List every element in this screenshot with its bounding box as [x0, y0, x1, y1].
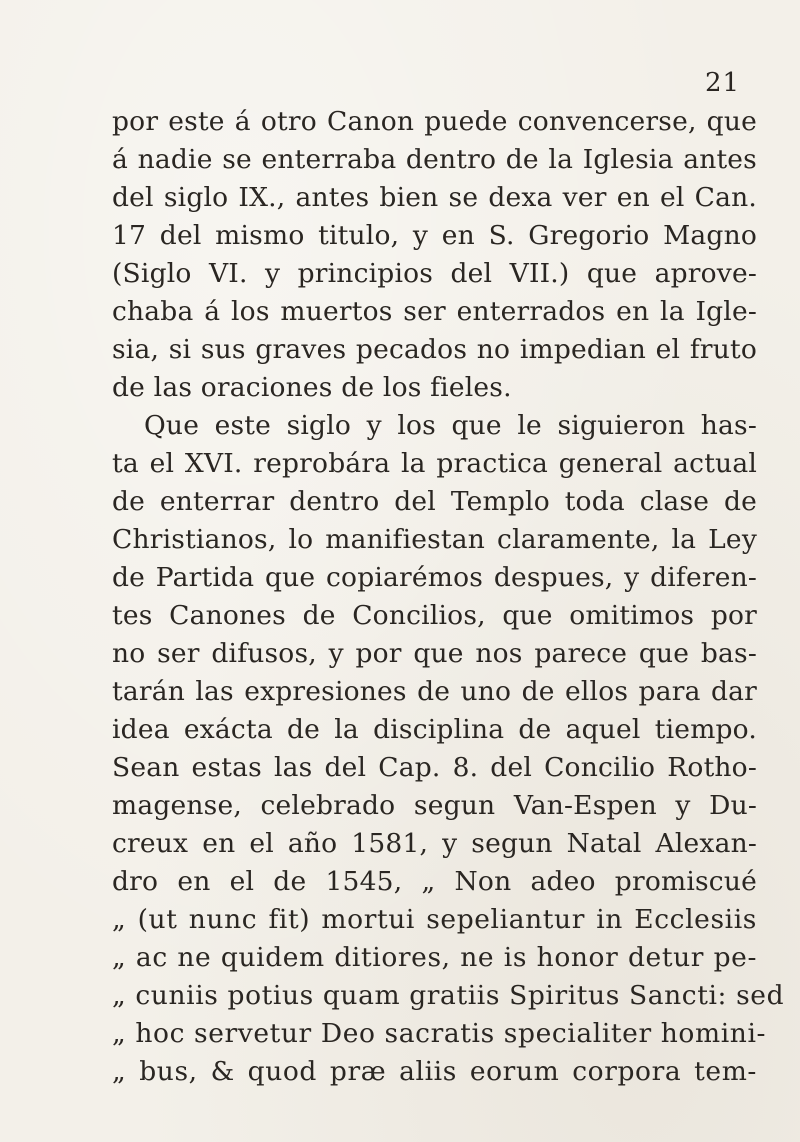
text-line: de enterrar dentro del Templo toda clase de	[112, 486, 757, 517]
text-line: idea exácta de la disciplina de aquel tiempo.	[112, 714, 757, 745]
text-line: ta el XVI. reprobára la practica general actual	[112, 448, 757, 479]
latin-quote-line: „ bus, & quod præ aliis eorum corpora tem-	[112, 1056, 757, 1087]
text-line: (Siglo VI. y principios del VII.) que aprove-	[112, 258, 757, 289]
text-line: Christianos, lo manifiestan claramente, la Ley	[112, 524, 757, 555]
paragraph-start-line: Que este siglo y los que le siguieron has-	[144, 410, 757, 441]
text-line: del siglo IX., antes bien se dexa ver en el Can.	[112, 182, 757, 213]
text-line: tes Canones de Concilios, que omitimos por	[112, 600, 757, 631]
text-line: Sean estas las del Cap. 8. del Concilio Rotho-	[112, 752, 757, 783]
text-line: por este á otro Canon puede convencerse, que	[112, 106, 757, 137]
latin-quote-line: „ ac ne quidem ditiores, ne is honor detur pe-	[112, 942, 757, 973]
text-line: sia, si sus graves pecados no impedian el fruto	[112, 334, 757, 365]
page-number: 21	[705, 68, 741, 98]
text-line: dro en el de 1545, „ Non adeo promiscué	[112, 866, 757, 897]
text-line: tarán las expresiones de uno de ellos para dar	[112, 676, 757, 707]
text-line: de Partida que copiarémos despues, y diferen-	[112, 562, 757, 593]
latin-quote-line: „ (ut nunc fit) mortui sepeliantur in Ecclesiis	[112, 904, 757, 935]
text-line: á nadie se enterraba dentro de la Iglesia antes	[112, 144, 757, 175]
text-line: 17 del mismo titulo, y en S. Gregorio Magno	[112, 220, 757, 251]
text-line: magense, celebrado segun Van-Espen y Du-	[112, 790, 757, 821]
latin-quote-line: „ hoc servetur Deo sacratis specialiter homini-	[112, 1018, 767, 1049]
body-text	[112, 103, 785, 1091]
text-line: de las oraciones de los fieles.	[112, 372, 512, 403]
text-line: chaba á los muertos ser enterrados en la Igle-	[112, 296, 757, 327]
text-line: creux en el año 1581, y segun Natal Alexan-	[112, 828, 757, 859]
latin-quote-line: „ cuniis potius quam gratiis Spiritus Sancti: sed	[112, 980, 785, 1011]
text-line: no ser difusos, y por que nos parece que bas-	[112, 638, 757, 669]
